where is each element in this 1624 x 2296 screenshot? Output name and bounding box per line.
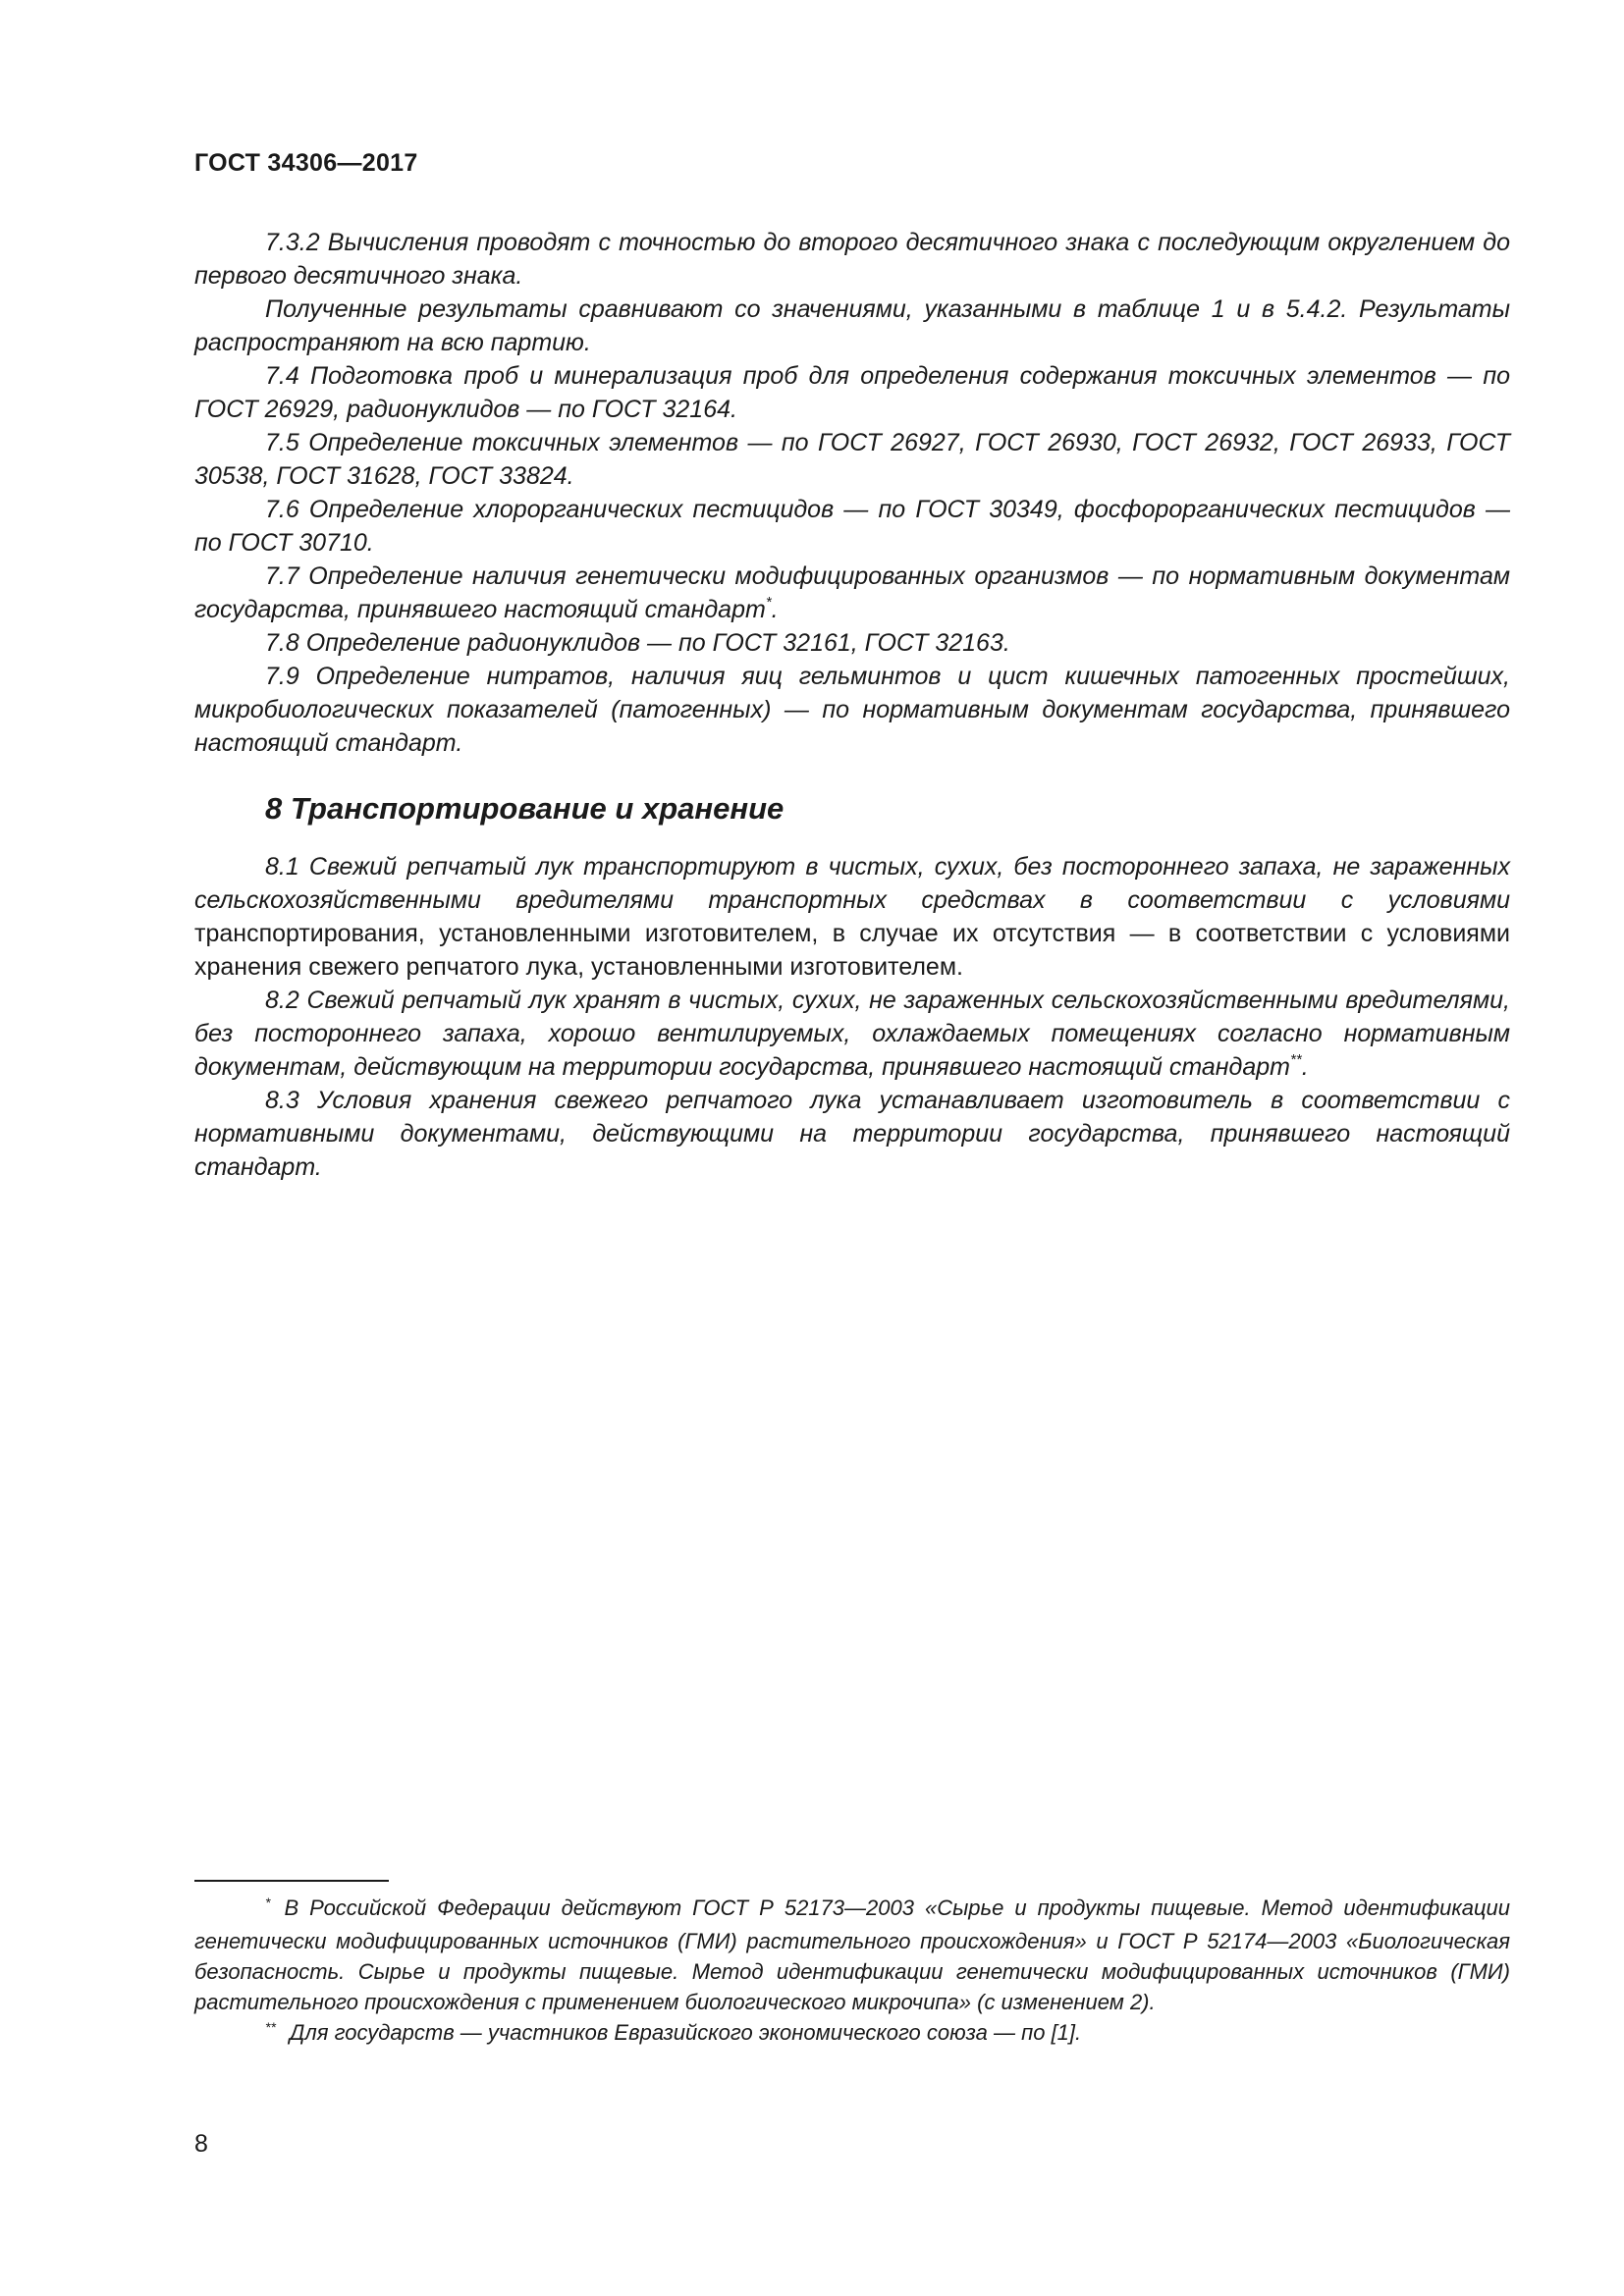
paragraph-7-7-text: 7.7 Определение наличия генетически модифицированных организмов — по нормативным документам государства, принявшего настоящий стандарт xyxy=(194,562,1510,623)
paragraph-7-6: 7.6 Определение хлорорганических пестицидов — по ГОСТ 30349, фосфорорганических пестицидов — по ГОСТ 30710. xyxy=(194,496,1510,557)
footnote-1 xyxy=(194,1893,1510,2017)
paragraph-7-9: 7.9 Определение нитратов, наличия яиц гельминтов и цист кишечных патогенных простейших, микробиологических показателей (патогенных) — по нормативным документам государства, принявшего настоящий стандарт. xyxy=(194,663,1510,757)
paragraph-8-1 xyxy=(194,850,1510,984)
footnote-ref-2: ** xyxy=(1290,1050,1302,1068)
page-number: 8 xyxy=(194,2130,208,2158)
footnote-2 xyxy=(194,2017,1510,2051)
paragraph-8-3: 8.3 Условия хранения свежего репчатого лука устанавливает изготовитель в соответствии с нормативными документами, действующими на территории государства, принявшего настоящий стандарт. xyxy=(194,1087,1510,1181)
paragraph-7-7-end: . xyxy=(771,596,779,623)
footnote-2-mark: ** xyxy=(265,2019,276,2035)
footnote-1-text: В Российской Федерации действуют ГОСТ Р 52173—2003 «Сырье и продукты пищевые. Метод идентификации генетически модифицированных источников (ГМИ) растительного происхождения» и ГОСТ Р 52174—2003 «Биологическая безопасность. Сырье и продукты пищевые. Метод идентификации генетически модифицированных источников (ГМИ) растительного происхождения с применением биологического микрочипа» (с изменением 2). xyxy=(194,1896,1510,2014)
document-code: ГОСТ 34306—2017 xyxy=(194,149,418,177)
section-8-title: 8 Транспортирование и хранение xyxy=(265,791,785,826)
paragraph-7-7 xyxy=(194,560,1510,626)
footnotes xyxy=(194,1893,1510,2051)
paragraph-8-1-regular: транспортирования, установленными изготовителем, в случае их отсутствия — в соответствии с условиями хранения свежего репчатого лука, установленными изготовителем. xyxy=(194,920,1510,981)
paragraph-8-2 xyxy=(194,984,1510,1084)
paragraph-8-2-text: 8.2 Свежий репчатый лук хранят в чистых, сухих, не зараженных сельскохозяйственными вредителями, без постороннего запаха, хорошо вентилируемых, охлаждаемых помещениях согласно нормативным документам, действующим на территории государства, принявшего настоящий стандарт xyxy=(194,987,1510,1081)
footnote-1-mark: * xyxy=(265,1895,271,1910)
footnote-ref-1: * xyxy=(765,593,772,611)
section-7-body xyxy=(194,226,1510,760)
footnote-2-text: Для государств — участников Евразийского экономического союза — по [1]. xyxy=(289,2020,1082,2045)
paragraph-results: Полученные результаты сравнивают со значениями, указанными в таблице 1 и в 5.4.2. Результаты распространяют на всю партию. xyxy=(194,295,1510,356)
paragraph-7-8: 7.8 Определение радионуклидов — по ГОСТ 32161, ГОСТ 32163. xyxy=(265,629,1010,657)
paragraph-7-4: 7.4 Подготовка проб и минерализация проб для определения содержания токсичных элементов — по ГОСТ 26929, радионуклидов — по ГОСТ 32164. xyxy=(194,362,1510,423)
paragraph-7-5: 7.5 Определение токсичных элементов — по ГОСТ 26927, ГОСТ 26930, ГОСТ 26932, ГОСТ 26933, ГОСТ 30538, ГОСТ 31628, ГОСТ 33824. xyxy=(194,429,1510,490)
paragraph-8-1-italic: 8.1 Свежий репчатый лук транспортируют в чистых, сухих, без постороннего запаха, не зараженных сельскохозяйственными вредителями транспортных средствах в соответствии с условиями xyxy=(194,853,1510,914)
paragraph-8-2-end: . xyxy=(1301,1053,1309,1081)
footnote-divider xyxy=(194,1880,389,1882)
paragraph-7-3-2: 7.3.2 Вычисления проводят с точностью до второго десятичного знака с последующим округлением до первого десятичного знака. xyxy=(194,229,1510,290)
section-8-body xyxy=(194,850,1510,1184)
